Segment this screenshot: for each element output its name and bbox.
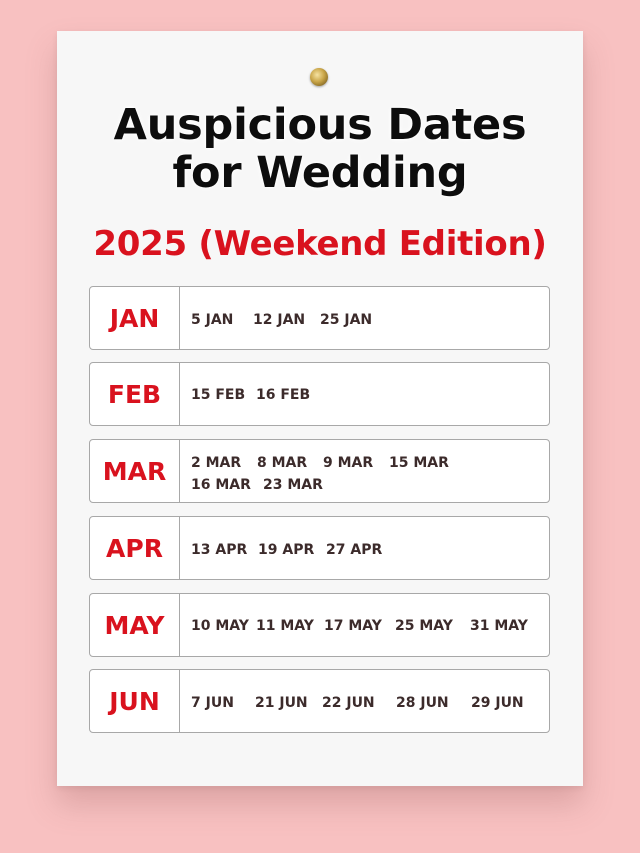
date-item: 16 FEB [256,387,311,403]
date-item: 15 MAR [389,455,449,471]
month-label: MAY [90,594,180,656]
title-line-1: Auspicious Dates [113,100,527,150]
month-label: APR [90,517,180,579]
subtitle: 2025 (Weekend Edition) [93,224,547,264]
date-item: 9 MAR [323,455,374,471]
month-label: FEB [90,363,180,425]
date-item: 25 MAY [395,618,453,634]
date-item: 17 MAY [324,618,382,634]
date-item: 10 MAY [191,618,249,634]
month-label: JUN [90,670,180,732]
date-item: 16 MAR [191,477,251,493]
date-item: 11 MAY [256,618,314,634]
month-row-apr [89,516,550,580]
pin-icon [310,68,328,86]
date-item: 7 JUN [191,695,234,711]
date-item: 8 MAR [257,455,308,471]
date-item: 21 JUN [255,695,308,711]
month-row-jan [89,286,550,350]
date-item: 13 APR [191,542,248,558]
month-row-mar [89,439,550,503]
date-item: 27 APR [326,542,383,558]
date-item: 15 FEB [191,387,246,403]
date-item: 31 MAY [470,618,528,634]
date-item: 12 JAN [253,312,306,328]
date-item: 28 JUN [396,695,449,711]
month-row-jun [89,669,550,733]
month-label: MAR [90,440,180,502]
date-item: 23 MAR [263,477,323,493]
date-item: 25 JAN [320,312,373,328]
month-row-feb [89,362,550,426]
date-item: 29 JUN [471,695,524,711]
month-label: JAN [90,287,180,349]
date-item: 22 JUN [322,695,375,711]
month-row-may [89,593,550,657]
title-line-2: for Wedding [172,148,468,198]
date-item: 19 APR [258,542,315,558]
date-item: 2 MAR [191,455,242,471]
date-item: 5 JAN [191,312,234,328]
